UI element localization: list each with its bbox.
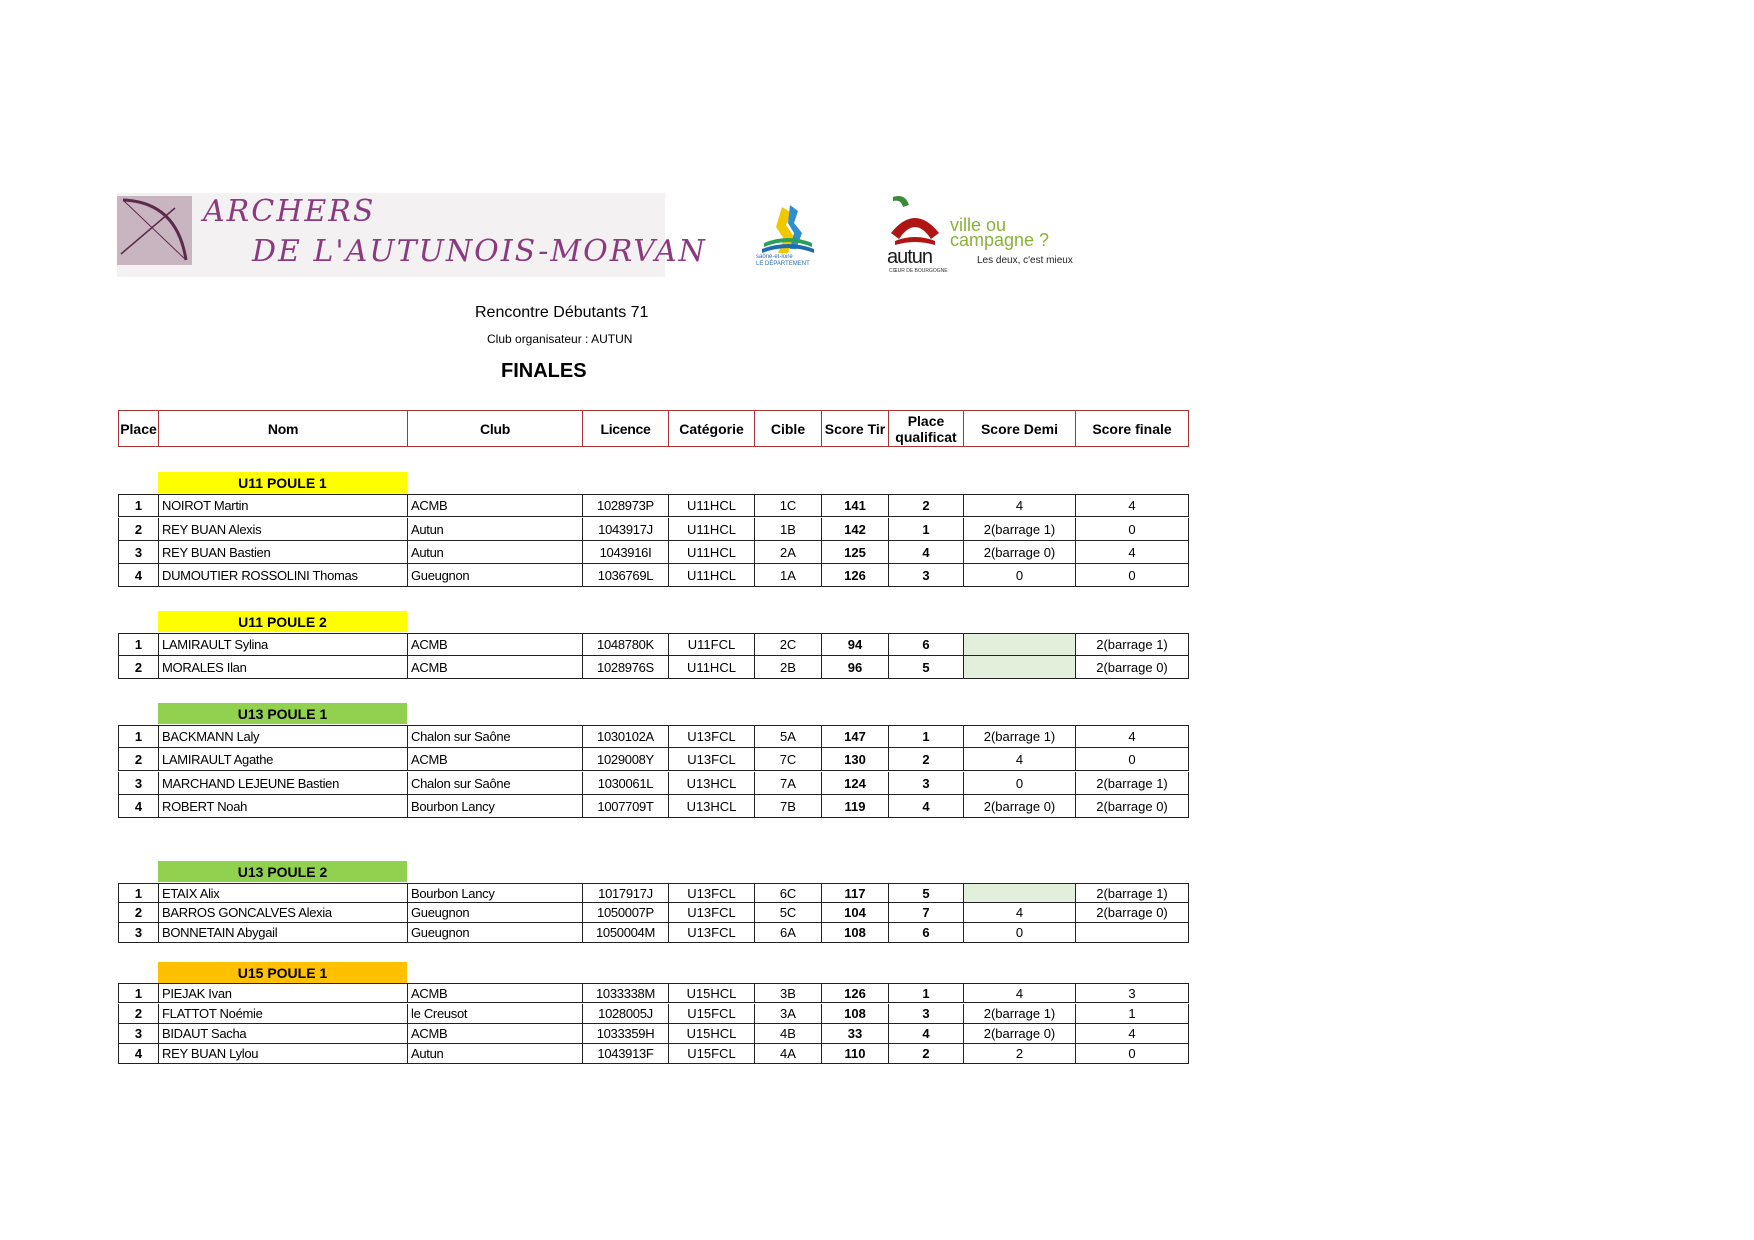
table-row <box>118 564 1189 587</box>
cell-club: ACMB <box>408 748 583 770</box>
cell-categorie: U15HCL <box>669 1024 755 1043</box>
cell-categorie: U11FCL <box>669 634 755 655</box>
cell-score-demi: 4 <box>964 495 1076 516</box>
cell-score-finale <box>1076 923 1188 942</box>
cell-club: Chalon sur Saône <box>408 726 583 747</box>
cell-score-demi: 2 <box>964 1044 1076 1063</box>
cell-place-qualif: 4 <box>889 541 964 563</box>
table-row <box>118 903 1189 923</box>
ville-campagne-slogan: Les deux, c'est mieux <box>977 255 1073 266</box>
cell-cible: 3A <box>755 1004 822 1023</box>
cell-place: 4 <box>119 564 159 586</box>
header-place-qualif: Place qualificat <box>889 411 964 446</box>
header-score-demi: Score Demi <box>964 411 1076 446</box>
cell-club: ACMB <box>408 984 583 1002</box>
pool-label: U11 POULE 1 <box>158 472 407 493</box>
cell-club: Gueugnon <box>408 564 583 586</box>
cell-cible: 2C <box>755 634 822 655</box>
cell-nom: BONNETAIN Abygail <box>159 923 408 942</box>
cell-club: ACMB <box>408 656 583 678</box>
cell-nom: REY BUAN Bastien <box>159 541 408 563</box>
cell-score-finale: 2(barrage 1) <box>1096 775 1168 791</box>
ville-campagne-line1: ville ou <box>950 215 1007 235</box>
table-row <box>118 656 1189 679</box>
cell-place-qualif: 5 <box>889 884 964 902</box>
table-row <box>118 883 1189 903</box>
cell-cible: 5A <box>755 726 822 747</box>
cell-score-demi: 2(barrage 1) <box>964 726 1076 747</box>
pool-label: U13 POULE 1 <box>158 703 407 724</box>
cell-categorie: U13FCL <box>669 726 755 747</box>
cell-licence: 1043917J <box>583 518 669 540</box>
cell-place-qualif: 2 <box>889 748 964 770</box>
table-row <box>118 633 1189 656</box>
cell-score-tir: 142 <box>822 518 889 540</box>
cell-cible: 7A <box>755 772 822 794</box>
table-row <box>118 772 1189 795</box>
saone-caption-line2: LE DÉPARTEMENT <box>756 261 810 267</box>
cell-cible: 6A <box>755 923 822 942</box>
cell-score-tir: 108 <box>822 923 889 942</box>
cell-club: Bourbon Lancy <box>408 795 583 817</box>
cell-place-qualif: 2 <box>889 1044 964 1063</box>
cell-place: 1 <box>119 634 159 655</box>
cell-nom: LAMIRAULT Agathe <box>159 748 408 770</box>
autun-subtitle: CŒUR DE BOURGOGNE <box>889 268 948 274</box>
organizer-club: Club organisateur : AUTUN <box>487 332 633 346</box>
cell-place-qualif: 4 <box>889 1024 964 1043</box>
cell-score-tir: 117 <box>822 884 889 902</box>
cell-place-qualif: 3 <box>889 772 964 794</box>
cell-place: 2 <box>119 518 159 540</box>
cell-categorie: U13HCL <box>669 795 755 817</box>
cell-licence: 1017917J <box>583 884 669 902</box>
cell-score-demi <box>964 884 1076 902</box>
cell-nom: NOIROT Martin <box>159 495 408 516</box>
cell-place: 1 <box>119 984 159 1002</box>
cell-nom: BIDAUT Sacha <box>159 1024 408 1043</box>
cell-score-finale: 2(barrage 0) <box>1096 798 1168 814</box>
cell-place: 4 <box>119 1044 159 1063</box>
cell-score-finale: 0 <box>1128 1046 1136 1061</box>
cell-score-demi: 2(barrage 0) <box>964 1024 1076 1043</box>
cell-score-demi: 0 <box>964 564 1076 586</box>
cell-nom: DUMOUTIER ROSSOLINI Thomas <box>159 564 408 586</box>
cell-nom: PIEJAK Ivan <box>159 984 408 1002</box>
header-cible: Cible <box>755 411 822 446</box>
cell-score-finale: 0 <box>1128 751 1136 767</box>
cell-score-demi: 4 <box>964 748 1076 770</box>
cell-place-qualif: 5 <box>889 656 964 678</box>
cell-club: Autun <box>408 541 583 563</box>
cell-club: ACMB <box>408 634 583 655</box>
cell-categorie: U13FCL <box>669 748 755 770</box>
cell-score-demi: 0 <box>964 923 1076 942</box>
saone-et-loire-caption <box>756 254 810 268</box>
cell-place: 1 <box>119 884 159 902</box>
table-row <box>118 541 1189 564</box>
cell-score-finale: 2(barrage 0) <box>1096 905 1168 920</box>
cell-cible: 2A <box>755 541 822 563</box>
cell-nom: ROBERT Noah <box>159 795 408 817</box>
cell-score-demi: 2(barrage 0) <box>964 541 1076 563</box>
cell-score-tir: 108 <box>822 1004 889 1023</box>
cell-place: 3 <box>119 923 159 942</box>
cell-cible: 7B <box>755 795 822 817</box>
cell-categorie: U13FCL <box>669 903 755 922</box>
cell-licence: 1036769L <box>583 564 669 586</box>
cell-club: ACMB <box>408 495 583 516</box>
cell-place: 1 <box>119 726 159 747</box>
cell-cible: 7C <box>755 748 822 770</box>
cell-cible: 6C <box>755 884 822 902</box>
cell-score-demi: 4 <box>964 984 1076 1002</box>
table-row <box>118 494 1189 517</box>
cell-nom: REY BUAN Alexis <box>159 518 408 540</box>
cell-categorie: U11HCL <box>669 541 755 563</box>
cell-score-demi: 4 <box>964 903 1076 922</box>
cell-place-qualif: 3 <box>889 1004 964 1023</box>
cell-place-qualif: 3 <box>889 564 964 586</box>
cell-place-qualif: 1 <box>889 726 964 747</box>
header-place: Place <box>119 411 159 446</box>
cell-nom: FLATTOT Noémie <box>159 1004 408 1023</box>
table-row <box>118 1024 1189 1044</box>
cell-score-tir: 110 <box>822 1044 889 1063</box>
cell-categorie: U13FCL <box>669 884 755 902</box>
cell-score-finale: 0 <box>1128 567 1136 583</box>
table-row <box>118 1004 1189 1024</box>
header-licence: Licence <box>583 411 669 446</box>
cell-score-demi: 2(barrage 0) <box>964 795 1076 817</box>
cell-categorie: U13HCL <box>669 772 755 794</box>
cell-score-tir: 126 <box>822 564 889 586</box>
cell-score-finale: 2(barrage 0) <box>1096 659 1168 675</box>
cell-club: Gueugnon <box>408 923 583 942</box>
cell-cible: 1A <box>755 564 822 586</box>
cell-licence: 1030102A <box>583 726 669 747</box>
cell-score-tir: 96 <box>822 656 889 678</box>
cell-score-tir: 104 <box>822 903 889 922</box>
cell-place: 2 <box>119 656 159 678</box>
header-nom: Nom <box>159 411 408 446</box>
pool-label: U15 POULE 1 <box>158 962 407 983</box>
cell-licence: 1029008Y <box>583 748 669 770</box>
table-row <box>118 983 1189 1003</box>
cell-licence: 1048780K <box>583 634 669 655</box>
cell-place: 4 <box>119 795 159 817</box>
saone-caption-line1: saône-et-loire <box>756 254 793 260</box>
cell-score-finale: 3 <box>1128 985 1136 1001</box>
cell-club: Autun <box>408 518 583 540</box>
header-club: Club <box>408 411 583 446</box>
cell-nom: BACKMANN Laly <box>159 726 408 747</box>
cell-licence: 1007709T <box>583 795 669 817</box>
cell-score-finale: 2(barrage 1) <box>1096 885 1168 901</box>
cell-licence: 1028005J <box>583 1004 669 1023</box>
cell-nom: BARROS GONCALVES Alexia <box>159 903 408 922</box>
cell-nom: MORALES Ilan <box>159 656 408 678</box>
cell-licence: 1043916I <box>583 541 669 563</box>
cell-place: 3 <box>119 772 159 794</box>
cell-score-finale: 2(barrage 1) <box>1096 637 1168 652</box>
cell-score-demi: 0 <box>964 772 1076 794</box>
table-row <box>118 518 1189 541</box>
header-categorie: Catégorie <box>669 411 755 446</box>
section-title: FINALES <box>501 360 587 382</box>
cell-nom: ETAIX Alix <box>159 884 408 902</box>
cell-cible: 3B <box>755 984 822 1002</box>
bow-icon <box>117 196 192 265</box>
cell-nom: LAMIRAULT Sylina <box>159 634 408 655</box>
cell-cible: 1B <box>755 518 822 540</box>
cell-licence: 1043913F <box>583 1044 669 1063</box>
cell-licence: 1050004M <box>583 923 669 942</box>
cell-score-finale: 4 <box>1128 1026 1136 1041</box>
cell-place: 2 <box>119 903 159 922</box>
cell-score-tir: 33 <box>822 1024 889 1043</box>
cell-nom: REY BUAN Lylou <box>159 1044 408 1063</box>
archers-logo-line1: ARCHERS <box>203 194 376 229</box>
pool-label: U11 POULE 2 <box>158 611 407 632</box>
cell-club: Chalon sur Saône <box>408 772 583 794</box>
cell-place-qualif: 4 <box>889 795 964 817</box>
cell-club: le Creusot <box>408 1004 583 1023</box>
cell-score-tir: 130 <box>822 748 889 770</box>
cell-categorie: U15FCL <box>669 1044 755 1063</box>
table-row <box>118 795 1189 818</box>
cell-score-tir: 141 <box>822 495 889 516</box>
cell-place-qualif: 2 <box>889 495 964 516</box>
cell-score-demi: 2(barrage 1) <box>964 518 1076 540</box>
cell-categorie: U13FCL <box>669 923 755 942</box>
cell-cible: 4B <box>755 1024 822 1043</box>
table-row <box>118 725 1189 748</box>
cell-categorie: U11HCL <box>669 564 755 586</box>
header-score-finale: Score finale <box>1092 420 1172 437</box>
table-row <box>118 748 1189 771</box>
cell-categorie: U11HCL <box>669 656 755 678</box>
autun-wordmark: autun <box>887 246 933 268</box>
cell-licence: 1028976S <box>583 656 669 678</box>
cell-licence: 1033359H <box>583 1024 669 1043</box>
cell-cible: 2B <box>755 656 822 678</box>
pool-label: U13 POULE 2 <box>158 861 407 882</box>
cell-place: 3 <box>119 541 159 563</box>
cell-place: 3 <box>119 1024 159 1043</box>
table-header <box>118 410 1189 447</box>
cell-licence: 1033338M <box>583 984 669 1002</box>
cell-score-finale: 4 <box>1128 729 1136 744</box>
table-row <box>118 1044 1189 1064</box>
cell-club: Bourbon Lancy <box>408 884 583 902</box>
cell-score-demi <box>964 656 1076 678</box>
header-score-tir: Score Tir <box>822 411 889 446</box>
cell-score-tir: 124 <box>822 772 889 794</box>
ville-campagne-line2: campagne ? <box>950 230 1050 250</box>
cell-score-demi <box>964 634 1076 655</box>
cell-licence: 1030061L <box>583 772 669 794</box>
cell-licence: 1028973P <box>583 495 669 516</box>
cell-categorie: U15FCL <box>669 1004 755 1023</box>
cell-nom: MARCHAND LEJEUNE Bastien <box>159 772 408 794</box>
cell-categorie: U15HCL <box>669 984 755 1002</box>
archers-logo-line2: DE L'AUTUNOIS-MORVAN <box>252 234 707 269</box>
cell-place-qualif: 1 <box>889 984 964 1002</box>
cell-place: 2 <box>119 748 159 770</box>
cell-categorie: U11HCL <box>669 518 755 540</box>
cell-club: Gueugnon <box>408 903 583 922</box>
cell-club: Autun <box>408 1044 583 1063</box>
cell-place-qualif: 7 <box>889 903 964 922</box>
cell-score-finale: 0 <box>1128 521 1136 537</box>
cell-score-demi: 2(barrage 1) <box>964 1004 1076 1023</box>
cell-score-tir: 125 <box>822 541 889 563</box>
cell-cible: 1C <box>755 495 822 516</box>
cell-score-tir: 119 <box>822 795 889 817</box>
cell-club: ACMB <box>408 1024 583 1043</box>
cell-place: 2 <box>119 1004 159 1023</box>
cell-cible: 4A <box>755 1044 822 1063</box>
cell-categorie: U11HCL <box>669 495 755 516</box>
cell-score-tir: 94 <box>822 634 889 655</box>
cell-place-qualif: 1 <box>889 518 964 540</box>
cell-licence: 1050007P <box>583 903 669 922</box>
cell-score-finale: 4 <box>1128 544 1136 560</box>
cell-score-finale: 4 <box>1128 498 1136 513</box>
cell-score-tir: 126 <box>822 984 889 1002</box>
cell-place-qualif: 6 <box>889 923 964 942</box>
cell-score-finale: 1 <box>1128 1006 1136 1021</box>
event-title: Rencontre Débutants 71 <box>475 304 649 321</box>
cell-cible: 5C <box>755 903 822 922</box>
cell-place-qualif: 6 <box>889 634 964 655</box>
cell-place: 1 <box>119 495 159 516</box>
table-row <box>118 923 1189 943</box>
cell-score-tir: 147 <box>822 726 889 747</box>
